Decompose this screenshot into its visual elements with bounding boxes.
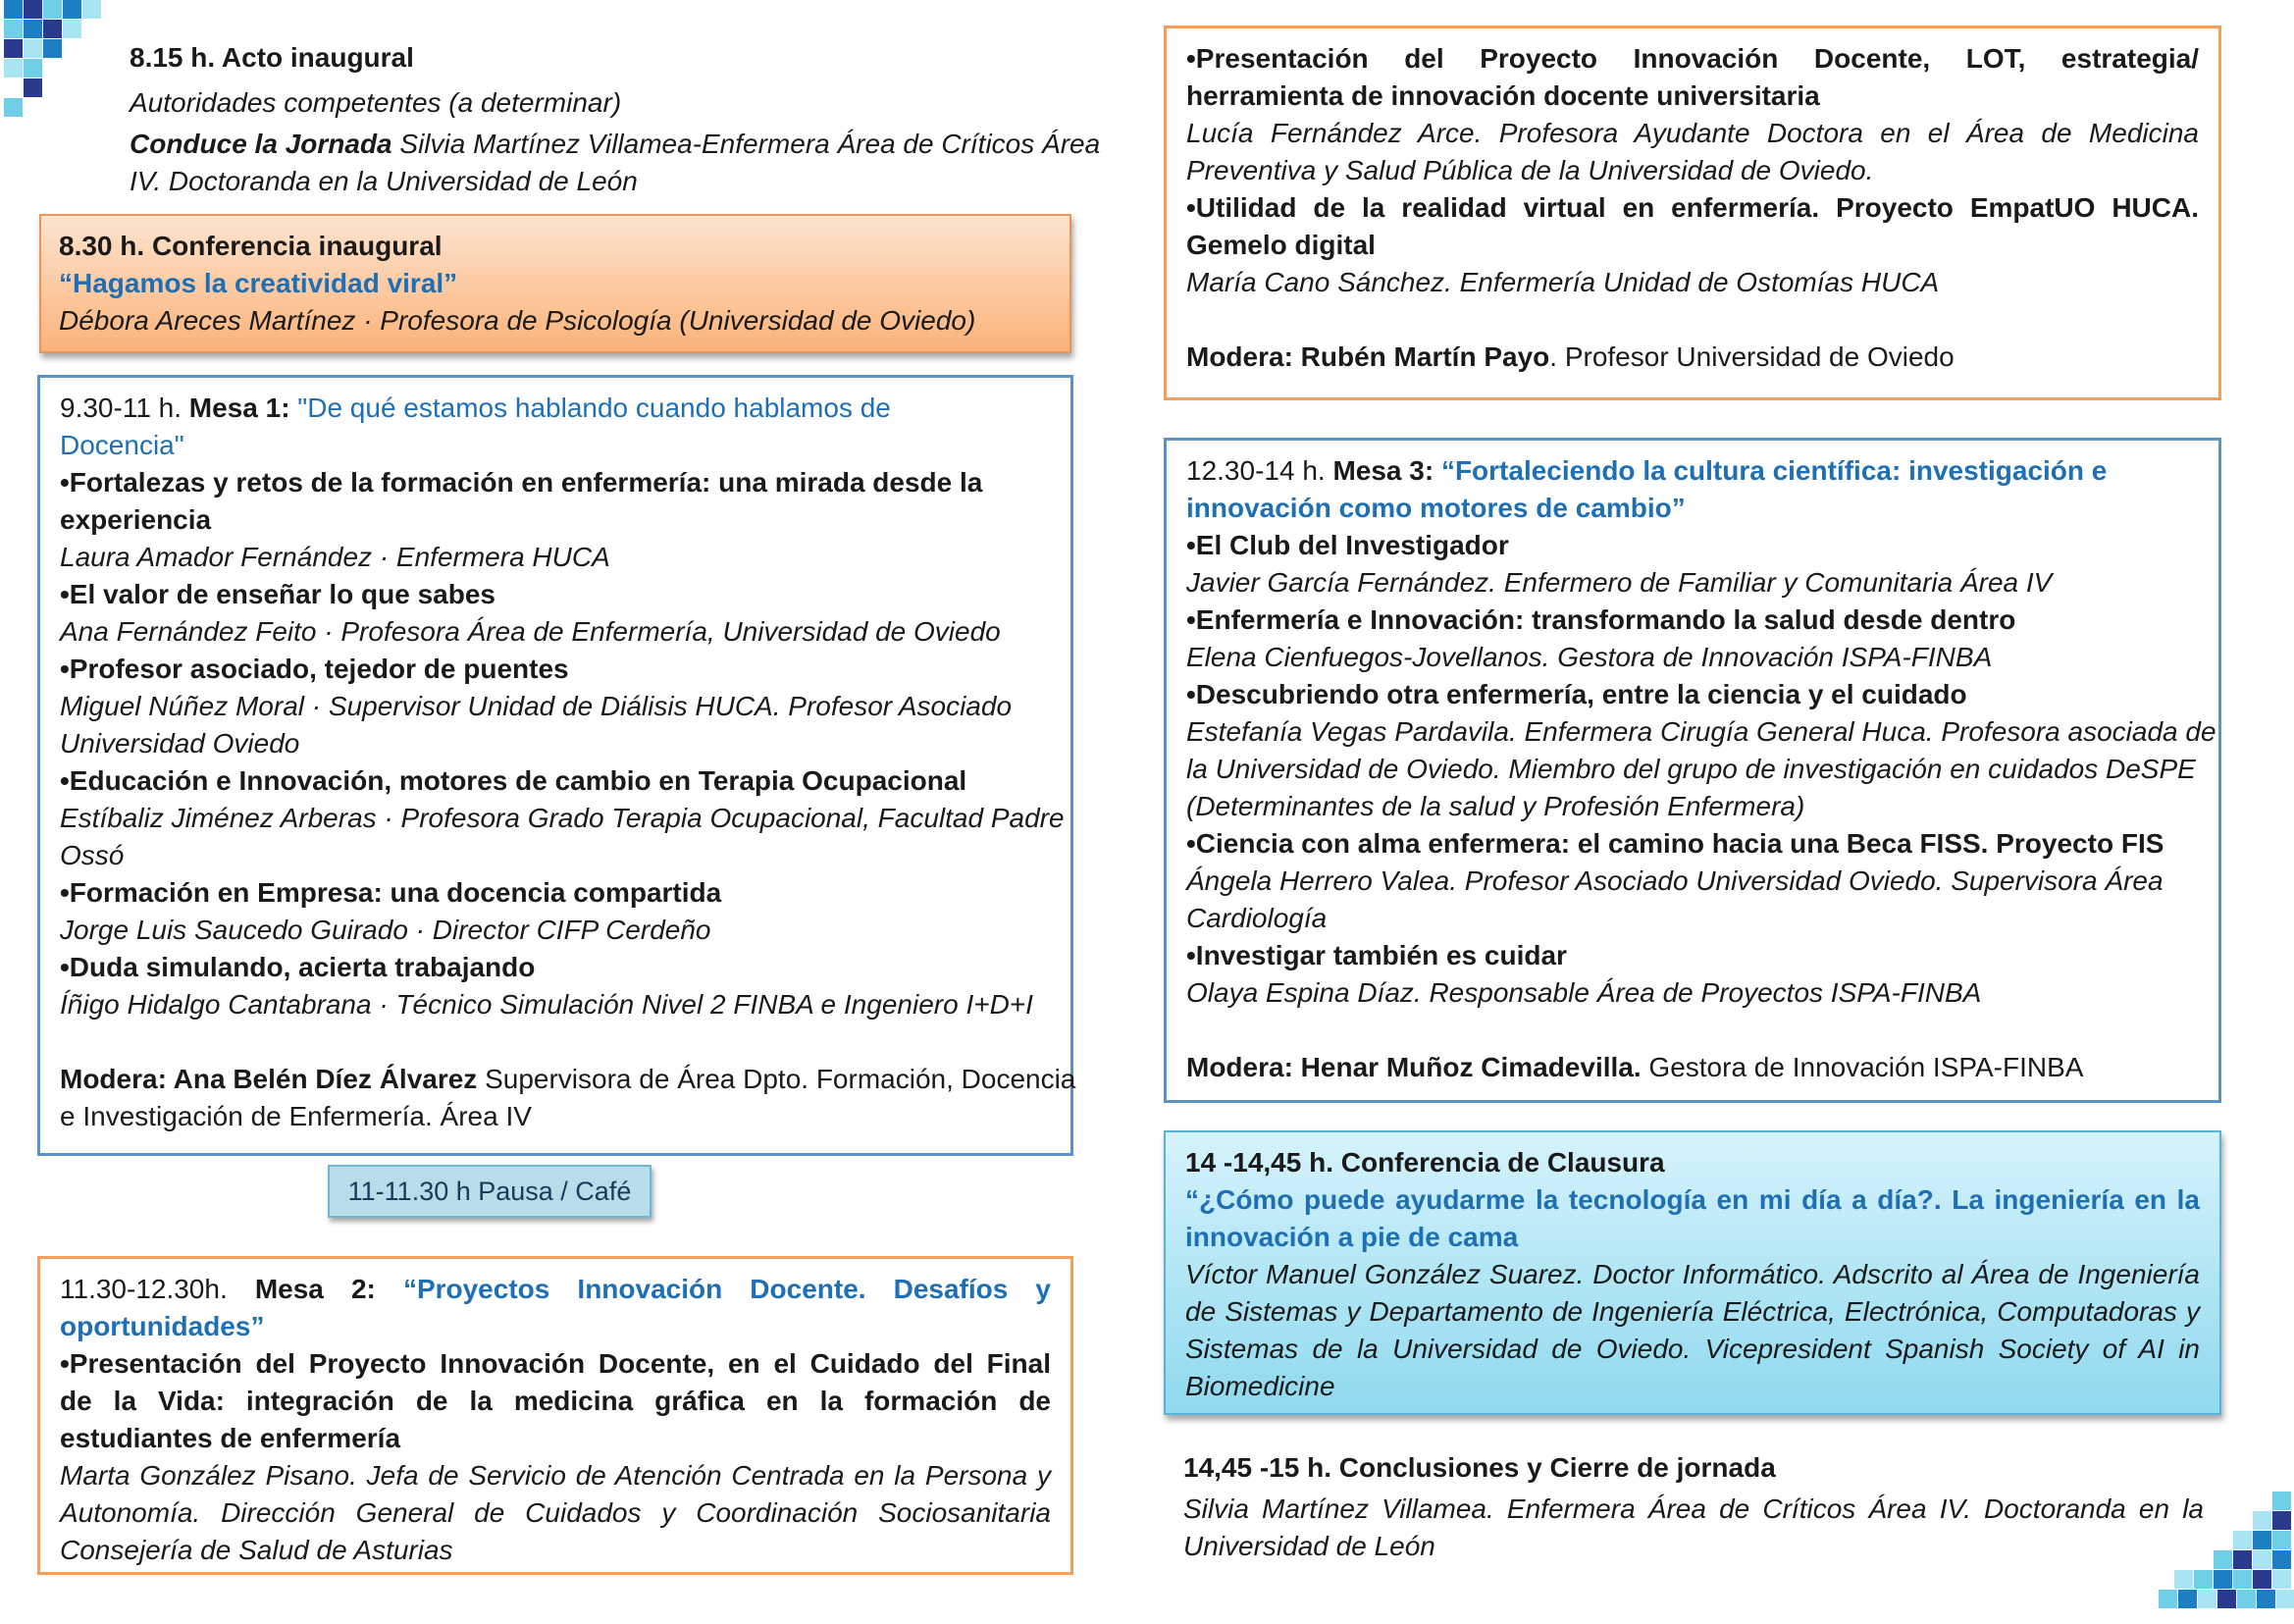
talk-speaker: Laura Amador Fernández · Enfermera HUCA [60, 542, 610, 572]
mesa3-talk-list [1186, 527, 2216, 1012]
mesa1-box [37, 375, 1076, 1156]
mesa1-talk [60, 651, 1051, 762]
talk-title: •Descubriendo otra enfermería, entre la ciencia y el cuidado [1186, 679, 1967, 709]
opening-authorities: Autoridades competentes (a determinar) [130, 87, 622, 118]
vr-talk-speaker: María Cano Sánchez. Enfermería Unidad de Ostomías HUCA [1186, 267, 1940, 297]
mesa1-talk [60, 576, 1051, 651]
mesa1-title: "De qué estamos hablando cuando hablamos de [297, 393, 891, 423]
opening-conference-box [39, 214, 1071, 353]
mesa3-title: “Fortaleciendo la cultura científica: investigación e [1440, 455, 2108, 486]
opening-section [130, 39, 1101, 200]
lot-talk-speaker-2: Preventiva y Salud Pública de la Universidad de Oviedo. [1186, 155, 1874, 185]
talk-title: •Enfermería e Innovación: transformando la salud desde dentro [1186, 604, 2016, 635]
talk-speaker: la Universidad de Oviedo. Miembro del grupo de investigación en cuidados DeSPE [1186, 754, 2196, 784]
mesa2-talk-title-3: estudiantes de enfermería [60, 1423, 401, 1453]
mesa2-box [37, 1256, 1073, 1575]
mesa3-talk [1186, 825, 2199, 937]
mesa2-label: Mesa 2: [254, 1274, 403, 1304]
mesa1-time: 9.30-11 h. [60, 393, 189, 423]
clausura-title-1: “¿Cómo puede ayudarme la tecnología en mi día a día?. La ingeniería en la [1185, 1184, 2200, 1215]
clausura-speaker-1: Víctor Manuel González Suarez. Doctor Informático. Adscrito al Área de Ingeniería [1185, 1259, 2200, 1289]
coffee-break-badge: 11-11.30 h Pausa / Café [328, 1165, 652, 1218]
corner-decoration-top-left [0, 0, 128, 128]
mesa2-talk-speaker-3: Consejería de Salud de Asturias [60, 1535, 453, 1565]
talk-speaker: Javier García Fernández. Enfermero de Familiar y Comunitaria Área IV [1186, 567, 2053, 598]
mesa3-talk [1186, 676, 2216, 825]
conf-inaugural-time: 8.30 h. Conferencia inaugural [59, 231, 443, 261]
mesa2-talk-title-2: de la Vida: integración de la medicina gráfica en la formación de [60, 1386, 1051, 1416]
mesa1-talk [60, 762, 1065, 874]
cierre-speaker-1: Silvia Martínez Villamea. Enfermera Área de Críticos Área IV. Doctoranda en la [1183, 1493, 2204, 1524]
clausura-speaker-3: Sistemas de la Universidad de Oviedo. Vicepresident Spanish Society of AI in [1185, 1334, 2200, 1364]
talk-title: •Profesor asociado, tejedor de puentes [60, 654, 569, 684]
talk-speaker: Miguel Núñez Moral · Supervisor Unidad de Diálisis HUCA. Profesor Asociado [60, 691, 1013, 721]
lot-talk-title-1: •Presentación del Proyecto Innovación Docente, LOT, estrategia/ [1186, 43, 2199, 74]
talk-title: •Educación e Innovación, motores de cambio en Terapia Ocupacional [60, 765, 967, 796]
mesa3-talk [1186, 602, 2199, 676]
mesa2-talk-title-1: •Presentación del Proyecto Innovación Docente, en el Cuidado del Final [60, 1348, 1051, 1379]
mesa2-title-2: oportunidades” [60, 1311, 265, 1341]
mesa3-moderator-text: Gestora de Innovación ISPA-FINBA [1641, 1052, 2084, 1082]
conf-inaugural-title: “Hagamos la creatividad viral” [59, 268, 458, 298]
leader-text: Silvia Martínez Villamea-Enfermera Área de Críticos Área [391, 129, 1101, 159]
clausura-time: 14 -14,45 h. Conferencia de Clausura [1185, 1147, 1665, 1178]
mesa3-title-2: innovación como motores de cambio” [1186, 493, 1686, 523]
talk-title: •Fortalezas y retos de la formación en enfermería: una mirada desde la [60, 467, 983, 498]
talk-speaker: Íñigo Hidalgo Cantabrana · Técnico Simulación Nivel 2 FINBA e Ingeniero I+D+I [60, 989, 1033, 1020]
talk-speaker: Cardiología [1186, 903, 1328, 933]
leader-label: Conduce la Jornada [130, 129, 392, 159]
talk-title: •El valor de enseñar lo que sabes [60, 579, 495, 609]
mesa2-time: 11.30-12.30h. [60, 1274, 255, 1304]
clausura-speaker-2: de Sistemas y Departamento de Ingeniería Eléctrica, Electrónica, Computadoras y [1185, 1296, 2200, 1327]
talk-speaker: (Determinantes de la salud y Profesión Enfermera) [1186, 791, 1805, 821]
mesa1-moderator-label: Modera: Ana Belén Díez Álvarez [60, 1064, 478, 1094]
mesa3-box [1164, 438, 2221, 1103]
lot-talk-title-2: herramienta de innovación docente universitaria [1186, 80, 1820, 111]
mesa1-label: Mesa 1: [188, 393, 298, 423]
mesa2-moderator-label: Modera: Rubén Martín Payo [1186, 341, 1550, 372]
talk-speaker: Universidad Oviedo [60, 728, 300, 759]
cierre-speaker-2: Universidad de León [1183, 1531, 1435, 1561]
talk-title: experiencia [60, 504, 212, 535]
talk-title: •Investigar también es cuidar [1186, 940, 1567, 970]
conf-inaugural-speaker: Débora Areces Martínez · Profesora de Psicología (Universidad de Oviedo) [59, 305, 976, 336]
talk-speaker: Ana Fernández Feito · Profesora Área de Enfermería, Universidad de Oviedo [60, 616, 1001, 647]
closing-conference-box [1164, 1130, 2221, 1415]
vr-talk-title-2: Gemelo digital [1186, 230, 1376, 260]
mesa3-label: Mesa 3: [1332, 455, 1441, 486]
clausura-speaker-4: Biomedicine [1185, 1371, 1335, 1401]
talk-speaker: Ángela Herrero Valea. Profesor Asociado Universidad Oviedo. Supervisora Área [1186, 865, 2164, 896]
talk-speaker: Estíbaliz Jiménez Arberas · Profesora Grado Terapia Ocupacional, Facultad Padre [60, 803, 1065, 833]
talk-title: •Ciencia con alma enfermera: el camino hacia una Beca FISS. Proyecto FIS [1186, 828, 2164, 859]
vr-talk-title-1: •Utilidad de la realidad virtual en enfermería. Proyecto EmpatUO HUCA. [1186, 192, 2199, 223]
talk-title: •Duda simulando, acierta trabajando [60, 952, 536, 982]
talk-speaker: Ossó [60, 840, 125, 870]
lot-talk-speaker-1: Lucía Fernández Arce. Profesora Ayudante Doctora en el Área de Medicina [1186, 118, 2199, 148]
mesa1-moderator-text: Supervisora de Área Dpto. Formación, Docencia [477, 1064, 1076, 1094]
mesa1-talk [60, 874, 1051, 949]
talk-speaker: Olaya Espina Díaz. Responsable Área de Proyectos ISPA-FINBA [1186, 977, 1982, 1008]
closing-section [1183, 1449, 2204, 1565]
mesa2-continued-box [1164, 26, 2221, 400]
mesa2-moderator-text: . Profesor Universidad de Oviedo [1549, 341, 1955, 372]
mesa3-talk [1186, 937, 2199, 1012]
mesa1-talk-list [60, 464, 1065, 1023]
mesa1-title-2: Docencia" [60, 430, 184, 460]
cierre-time: 14,45 -15 h. Conclusiones y Cierre de jornada [1183, 1452, 1776, 1483]
opening-time: 8.15 h. Acto inaugural [130, 42, 414, 73]
talk-speaker: Jorge Luis Saucedo Guirado · Director CIFP Cerdeño [60, 915, 711, 945]
talk-title: •El Club del Investigador [1186, 530, 1509, 560]
talk-title: •Formación en Empresa: una docencia compartida [60, 877, 722, 908]
mesa1-talk [60, 464, 1051, 576]
mesa1-talk [60, 949, 1051, 1023]
mesa2-title: “Proyectos Innovación Docente. Desafíos y [402, 1274, 1052, 1304]
leader-text-2: IV. Doctoranda en la Universidad de León [130, 166, 638, 196]
mesa2-talk-speaker-1: Marta González Pisano. Jefa de Servicio de Atención Centrada en la Persona y [60, 1460, 1051, 1491]
mesa3-talk [1186, 527, 2199, 602]
talk-speaker: Estefanía Vegas Pardavila. Enfermera Cirugía General Huca. Profesora asociada de [1186, 716, 2216, 747]
mesa1-moderator-text-2: e Investigación de Enfermería. Área IV [60, 1101, 532, 1131]
mesa2-talk-speaker-2: Autonomía. Dirección General de Cuidados y Coordinación Sociosanitaria [60, 1497, 1051, 1528]
mesa3-moderator-label: Modera: Henar Muñoz Cimadevilla. [1186, 1052, 1642, 1082]
talk-speaker: Elena Cienfuegos-Jovellanos. Gestora de Innovación ISPA-FINBA [1186, 642, 1993, 672]
clausura-title-2: innovación a pie de cama [1185, 1222, 1519, 1252]
mesa3-time: 12.30-14 h. [1186, 455, 1333, 486]
